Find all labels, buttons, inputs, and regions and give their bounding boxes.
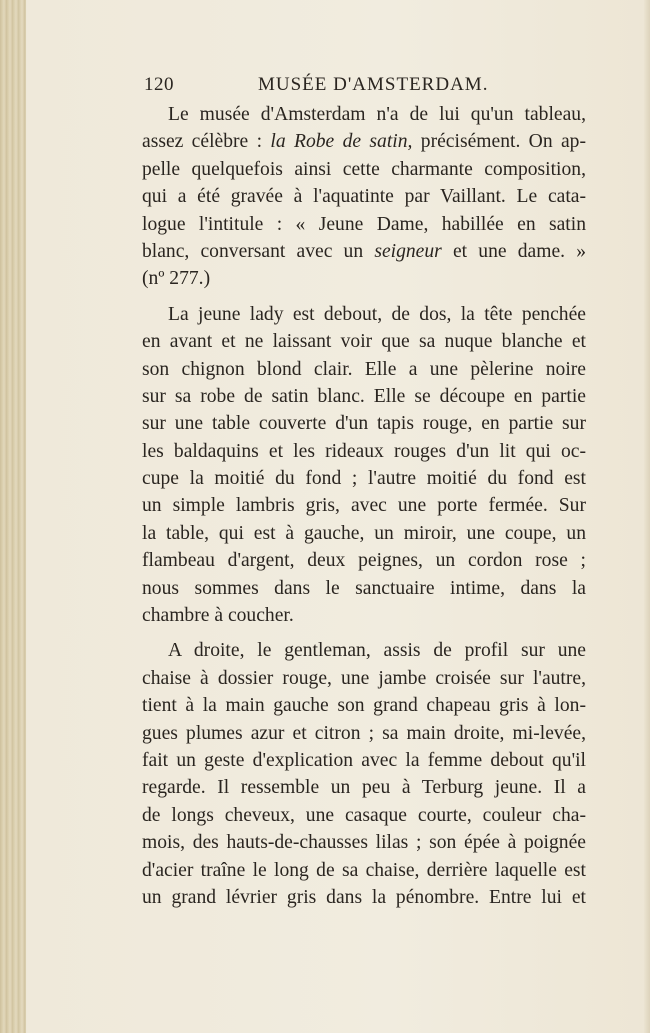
text-line: gues plumes azur et citron ; sa main droite, mi-levée, <box>142 722 586 744</box>
text-line: cupe la moitié du fond ; l'autre moitié du fond est <box>142 468 586 490</box>
paragraph-1 <box>142 101 586 293</box>
text-line: nous sommes dans le sanctuaire intime, dans la <box>142 577 586 599</box>
text-line <box>142 238 586 265</box>
text-line: de longs cheveux, une casaque courte, couleur cha- <box>142 804 586 826</box>
text-line: les baldaquins et les rideaux rouges d'un lit qui oc- <box>142 440 586 462</box>
text-line: logue l'intitule : « Jeune Dame, habillée en satin <box>142 213 586 235</box>
text-run: assez célèbre : <box>142 131 271 153</box>
text-run: et une dame. » <box>441 240 587 262</box>
text-line: chaise à dossier rouge, une jambe croisée sur l'autre, <box>142 667 586 689</box>
running-head: MUSÉE D'AMSTERDAM. <box>258 74 489 95</box>
text-line: fait un geste d'explication avec la femme debout qu'il <box>142 749 586 771</box>
text-line: pelle quelquefois ainsi cette charmante composition, <box>142 158 586 180</box>
text-line: son chignon blond clair. Elle a une pèlerine noire <box>142 358 586 380</box>
text-line: d'acier traîne le long de sa chaise, derrière laquelle est <box>142 859 586 881</box>
text-line: sur sa robe de satin blanc. Elle se découpe en partie <box>142 385 586 407</box>
text-line: tient à la main gauche son grand chapeau gris à lon- <box>142 695 586 717</box>
italic-word: seigneur <box>374 240 442 262</box>
text-line: en avant et ne laissant voir que sa nuque blanche et <box>142 331 586 353</box>
text-line: sur une table couverte d'un tapis rouge, en partie sur <box>142 413 586 435</box>
paragraph-2 <box>142 301 586 630</box>
text-line: flambeau d'argent, deux peignes, un cordon rose ; <box>142 550 586 572</box>
book-binding-edge <box>0 0 26 1033</box>
paragraph-3 <box>142 637 586 911</box>
page-right-edge <box>644 0 650 1033</box>
page-header <box>144 74 589 100</box>
text-line: La jeune lady est debout, de dos, la tête penchée <box>168 303 586 325</box>
text-line: chambre à coucher. <box>142 605 294 627</box>
italic-title: la Robe de satin, <box>270 131 413 153</box>
text-line: un grand lévrier gris dans la pénombre. Entre lui et <box>142 886 586 908</box>
text-line: Le musée d'Amsterdam n'a de lui qu'un tableau, <box>168 104 586 125</box>
text-line: A droite, le gentleman, assis de profil sur une <box>168 640 586 662</box>
page-number: 120 <box>144 74 174 95</box>
text-line: mois, des hauts-de-chausses lilas ; son épée à poignée <box>142 832 586 854</box>
text-run: précisément. On ap- <box>412 131 586 153</box>
text-line: (nº 277.) <box>142 268 211 290</box>
text-line: un simple lambris gris, avec une porte fermée. Sur <box>142 495 586 517</box>
text-line: regarde. Il ressemble un peu à Terburg jeune. Il a <box>142 777 586 799</box>
text-run: blanc, conversant avec un <box>142 240 375 262</box>
text-line: qui a été gravée à l'aquatinte par Vaillant. Le cata- <box>142 186 586 208</box>
body-text <box>142 101 586 911</box>
text-line <box>142 128 586 155</box>
text-line: la table, qui est à gauche, un miroir, une coupe, un <box>142 522 586 544</box>
